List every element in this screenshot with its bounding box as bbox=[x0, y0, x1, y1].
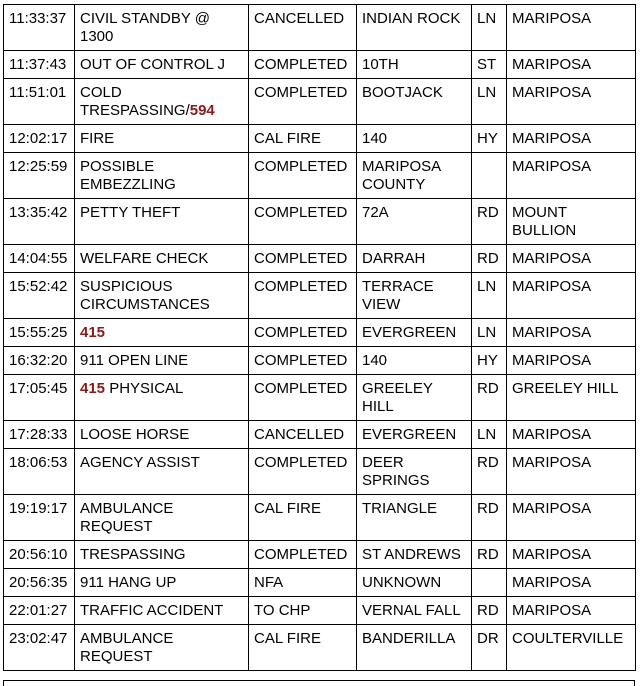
table-row bbox=[4, 245, 636, 273]
city-cell: MARIPOSA bbox=[507, 79, 636, 125]
time-cell: 13:35:42 bbox=[4, 199, 75, 245]
incident-type-cell: WELFARE CHECK bbox=[75, 245, 249, 273]
street-cell: TERRACE VIEW bbox=[357, 273, 472, 319]
city-cell: MARIPOSA bbox=[507, 153, 636, 199]
street-suffix-cell: RD bbox=[472, 597, 507, 625]
street-cell: VERNAL FALL bbox=[357, 597, 472, 625]
status-cell: CAL FIRE bbox=[249, 625, 357, 671]
incident-type-cell: AGENCY ASSIST bbox=[75, 449, 249, 495]
time-cell: 17:05:45 bbox=[4, 375, 75, 421]
penal-code: 594 bbox=[189, 102, 215, 119]
street-cell: BANDERILLA bbox=[357, 625, 472, 671]
city-cell: MARIPOSA bbox=[507, 421, 636, 449]
table-row bbox=[4, 569, 636, 597]
status-cell: COMPLETED bbox=[249, 319, 357, 347]
time-cell: 15:55:25 bbox=[4, 319, 75, 347]
time-cell: 23:02:47 bbox=[4, 625, 75, 671]
status-cell: CANCELLED bbox=[249, 5, 357, 51]
street-cell: EVERGREEN bbox=[357, 319, 472, 347]
table-row bbox=[4, 541, 636, 569]
street-suffix-cell: RD bbox=[472, 199, 507, 245]
time-cell: 11:51:01 bbox=[4, 79, 75, 125]
status-cell: CAL FIRE bbox=[249, 495, 357, 541]
time-cell: 20:56:10 bbox=[4, 541, 75, 569]
city-cell: MARIPOSA bbox=[507, 319, 636, 347]
incident-type-cell: OUT OF CONTROL J bbox=[75, 51, 249, 79]
status-cell: NFA bbox=[249, 569, 357, 597]
table-row bbox=[4, 597, 636, 625]
time-cell: 11:33:37 bbox=[4, 5, 75, 51]
time-cell: 11:37:43 bbox=[4, 51, 75, 79]
time-cell: 19:19:17 bbox=[4, 495, 75, 541]
table-row bbox=[4, 375, 636, 421]
street-cell: DEER SPRINGS bbox=[357, 449, 472, 495]
city-cell: MARIPOSA bbox=[507, 449, 636, 495]
time-cell: 17:28:33 bbox=[4, 421, 75, 449]
incident-type-cell: TRESPASSING bbox=[75, 541, 249, 569]
city-cell: MARIPOSA bbox=[507, 245, 636, 273]
status-cell: COMPLETED bbox=[249, 51, 357, 79]
time-cell: 12:25:59 bbox=[4, 153, 75, 199]
street-cell: TRIANGLE bbox=[357, 495, 472, 541]
table-row bbox=[4, 273, 636, 319]
street-cell: 10TH bbox=[357, 51, 472, 79]
penal-code: 415 bbox=[80, 380, 106, 397]
incident-type-cell: AMBULANCE REQUEST bbox=[75, 495, 249, 541]
city-cell: MARIPOSA bbox=[507, 597, 636, 625]
street-suffix-cell: RD bbox=[472, 449, 507, 495]
city-cell: MARIPOSA bbox=[507, 273, 636, 319]
table-row bbox=[4, 125, 636, 153]
street-cell: 72A bbox=[357, 199, 472, 245]
city-cell: GREELEY HILL bbox=[507, 375, 636, 421]
street-suffix-cell: LN bbox=[472, 79, 507, 125]
status-cell: COMPLETED bbox=[249, 245, 357, 273]
street-suffix-cell bbox=[472, 569, 507, 597]
street-suffix-cell: LN bbox=[472, 319, 507, 347]
incident-type-cell: SUSPICIOUS CIRCUMSTANCES bbox=[75, 273, 249, 319]
incident-type-text: PHYSICAL bbox=[105, 380, 184, 397]
city-cell: MARIPOSA bbox=[507, 541, 636, 569]
street-cell: ST ANDREWS bbox=[357, 541, 472, 569]
status-cell: CANCELLED bbox=[249, 421, 357, 449]
status-cell: COMPLETED bbox=[249, 375, 357, 421]
city-cell: MARIPOSA bbox=[507, 569, 636, 597]
street-cell: DARRAH bbox=[357, 245, 472, 273]
incident-type-cell: PETTY THEFT bbox=[75, 199, 249, 245]
incident-type-cell bbox=[75, 79, 249, 125]
street-cell: UNKNOWN bbox=[357, 569, 472, 597]
incident-type-cell: AMBULANCE REQUEST bbox=[75, 625, 249, 671]
street-cell: MARIPOSA COUNTY bbox=[357, 153, 472, 199]
time-cell: 16:32:20 bbox=[4, 347, 75, 375]
street-suffix-cell: LN bbox=[472, 421, 507, 449]
table-row bbox=[4, 153, 636, 199]
street-suffix-cell: HY bbox=[472, 347, 507, 375]
time-cell: 18:06:53 bbox=[4, 449, 75, 495]
incident-type-cell bbox=[75, 319, 249, 347]
next-row-edge bbox=[3, 680, 635, 686]
time-cell: 15:52:42 bbox=[4, 273, 75, 319]
status-cell: CAL FIRE bbox=[249, 125, 357, 153]
table-row bbox=[4, 5, 636, 51]
status-cell: COMPLETED bbox=[249, 199, 357, 245]
city-cell: MARIPOSA bbox=[507, 347, 636, 375]
incident-type-cell: 911 HANG UP bbox=[75, 569, 249, 597]
incident-type-cell: FIRE bbox=[75, 125, 249, 153]
table-row bbox=[4, 625, 636, 671]
status-cell: TO CHP bbox=[249, 597, 357, 625]
street-cell: 140 bbox=[357, 125, 472, 153]
city-cell: MARIPOSA bbox=[507, 495, 636, 541]
penal-code: 415 bbox=[80, 324, 106, 341]
street-suffix-cell bbox=[472, 153, 507, 199]
street-cell: INDIAN ROCK bbox=[357, 5, 472, 51]
incident-type-cell: TRAFFIC ACCIDENT bbox=[75, 597, 249, 625]
incident-type-text: COLD TRESPASSING/ bbox=[80, 84, 190, 119]
table-row bbox=[4, 51, 636, 79]
street-cell: EVERGREEN bbox=[357, 421, 472, 449]
street-suffix-cell: HY bbox=[472, 125, 507, 153]
status-cell: COMPLETED bbox=[249, 79, 357, 125]
street-cell: BOOTJACK bbox=[357, 79, 472, 125]
status-cell: COMPLETED bbox=[249, 449, 357, 495]
street-cell: GREELEY HILL bbox=[357, 375, 472, 421]
status-cell: COMPLETED bbox=[249, 541, 357, 569]
incident-type-cell: 911 OPEN LINE bbox=[75, 347, 249, 375]
table-row bbox=[4, 199, 636, 245]
street-cell: 140 bbox=[357, 347, 472, 375]
status-cell: COMPLETED bbox=[249, 273, 357, 319]
incident-log-table bbox=[3, 4, 636, 671]
incident-type-cell: LOOSE HORSE bbox=[75, 421, 249, 449]
city-cell: MARIPOSA bbox=[507, 5, 636, 51]
street-suffix-cell: ST bbox=[472, 51, 507, 79]
street-suffix-cell: LN bbox=[472, 273, 507, 319]
street-suffix-cell: RD bbox=[472, 495, 507, 541]
table-row bbox=[4, 421, 636, 449]
table-row bbox=[4, 495, 636, 541]
table-row bbox=[4, 449, 636, 495]
street-suffix-cell: RD bbox=[472, 541, 507, 569]
city-cell: MARIPOSA bbox=[507, 51, 636, 79]
time-cell: 22:01:27 bbox=[4, 597, 75, 625]
city-cell: MOUNT BULLION bbox=[507, 199, 636, 245]
street-suffix-cell: DR bbox=[472, 625, 507, 671]
incident-type-cell: POSSIBLE EMBEZZLING bbox=[75, 153, 249, 199]
status-cell: COMPLETED bbox=[249, 153, 357, 199]
city-cell: COULTERVILLE bbox=[507, 625, 636, 671]
incident-type-cell bbox=[75, 375, 249, 421]
time-cell: 12:02:17 bbox=[4, 125, 75, 153]
city-cell: MARIPOSA bbox=[507, 125, 636, 153]
street-suffix-cell: LN bbox=[472, 5, 507, 51]
time-cell: 20:56:35 bbox=[4, 569, 75, 597]
incident-type-cell: CIVIL STANDBY @ 1300 bbox=[75, 5, 249, 51]
time-cell: 14:04:55 bbox=[4, 245, 75, 273]
table-row bbox=[4, 347, 636, 375]
street-suffix-cell: RD bbox=[472, 245, 507, 273]
table-row bbox=[4, 319, 636, 347]
status-cell: COMPLETED bbox=[249, 347, 357, 375]
street-suffix-cell: RD bbox=[472, 375, 507, 421]
table-row bbox=[4, 79, 636, 125]
